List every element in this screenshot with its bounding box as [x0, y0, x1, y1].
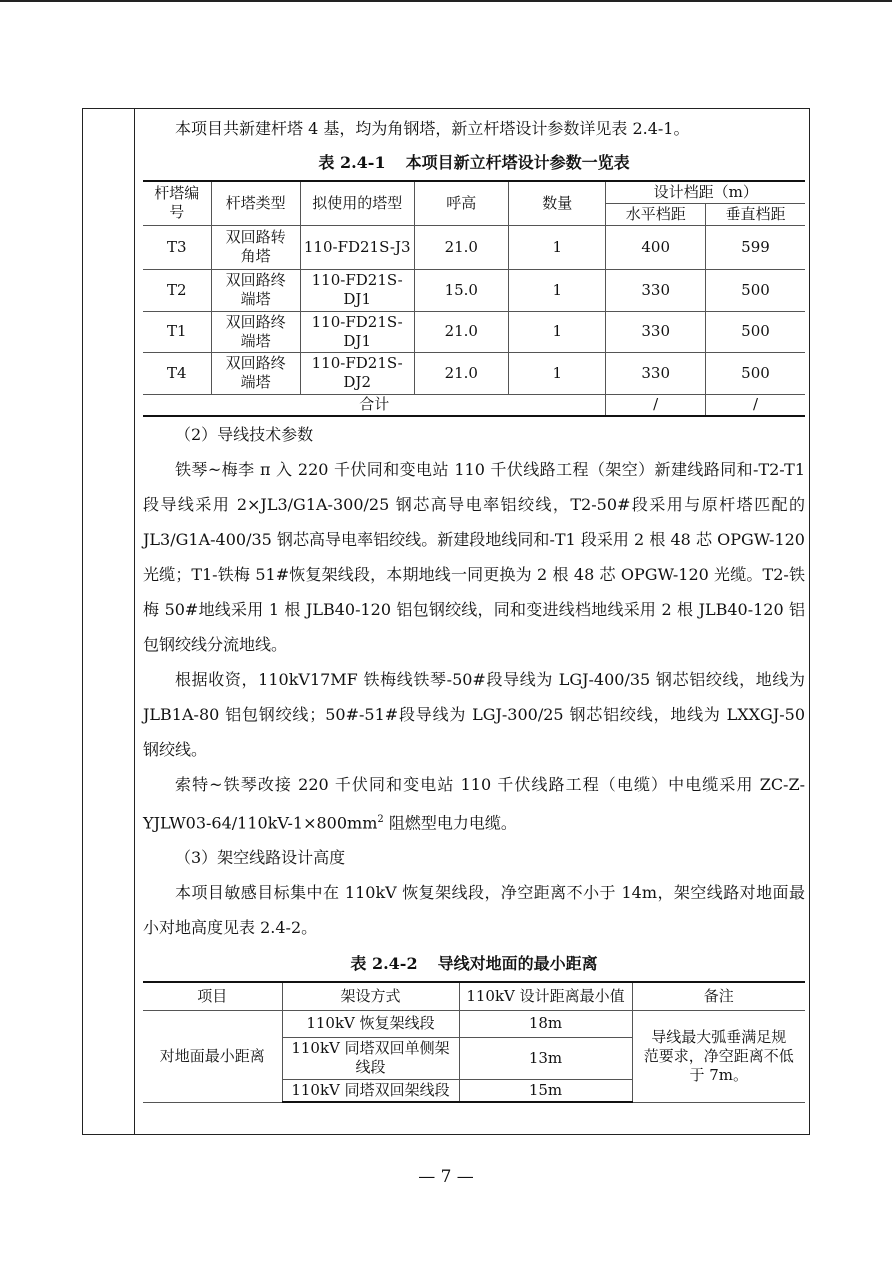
cell-height: 21.0 — [414, 311, 508, 352]
section2-paragraph-3: 索特~铁琴改接 220 千伏同和变电站 110 千伏线路工程（电缆）中电缆采用 $ZC-Z-YJLW03-64/110kV-1\times 800mm^2$ 阻燃型电力电缆。 — [143, 775, 805, 833]
cell-min-value: 18m — [459, 1010, 632, 1037]
header-vertical-span: 垂直档距 — [705, 203, 805, 225]
header-tower-id: 杆塔编 号 — [143, 181, 211, 225]
intro-paragraph: 本项目共新建杆塔 4 基，均为角钢塔，新立杆塔设计参数详见表 2.4-1。 — [175, 119, 690, 138]
tower-params-table — [143, 180, 805, 417]
header-note: 备注 — [632, 982, 805, 1010]
cell-tower-type: 双回路终 端塔 — [211, 311, 300, 352]
cell-tower-model: 110-FD21S-DJ1 — [300, 311, 414, 352]
total-horizontal-span: / — [606, 394, 706, 416]
header-tower-model: 拟使用的塔型 — [300, 181, 414, 225]
table-row — [143, 352, 805, 394]
table1-title: 本项目新立杆塔设计参数一览表 — [405, 153, 630, 172]
cell-vertical-span: 500 — [705, 269, 805, 311]
table1-caption — [143, 146, 805, 180]
header-item: 项目 — [143, 982, 282, 1010]
cell-vertical-span: 599 — [705, 225, 805, 269]
table-row — [143, 269, 805, 311]
cell-tower-model: 110-FD21S-DJ1 — [300, 269, 414, 311]
cell-height: 21.0 — [414, 352, 508, 394]
cell-tower-id: T1 — [143, 311, 211, 352]
cell-vertical-span: 500 — [705, 311, 805, 352]
header-horizontal-span: 水平档距 — [606, 203, 706, 225]
header-quantity: 数量 — [508, 181, 605, 225]
cell-tower-model: 110-FD21S-DJ2 — [300, 352, 414, 394]
header-method: 架设方式 — [282, 982, 459, 1010]
content-area — [143, 111, 805, 1103]
table2-caption — [143, 947, 805, 981]
cell-height: 15.0 — [414, 269, 508, 311]
cell-height: 21.0 — [414, 225, 508, 269]
cell-quantity: 1 — [508, 225, 605, 269]
cell-method: 110kV 恢复架线段 — [282, 1010, 459, 1037]
superscript-2: 2 — [377, 814, 384, 825]
top-rule — [0, 0, 892, 2]
header-min-value: 110kV 设计距离最小值 — [459, 982, 632, 1010]
cell-method: 110kV 同塔双回架线段 — [282, 1079, 459, 1102]
cell-note: 导线最大弧垂满足规 范要求，净空距离不低 于 7m。 — [632, 1010, 805, 1102]
page-number: — 7 — — [418, 1167, 474, 1187]
table-row — [143, 311, 805, 352]
cell-tower-id: T3 — [143, 225, 211, 269]
min-distance-table — [143, 981, 805, 1103]
header-design-span: 设计档距（m） — [606, 181, 805, 203]
section2-heading: （2）导线技术参数 — [175, 425, 314, 444]
cell-horizontal-span: 330 — [606, 352, 706, 394]
cell-tower-id: T2 — [143, 269, 211, 311]
cell-tower-type: 双回路终 端塔 — [211, 269, 300, 311]
cell-tower-id: T4 — [143, 352, 211, 394]
cell-vertical-span: 500 — [705, 352, 805, 394]
cell-tower-type: 双回路终 端塔 — [211, 352, 300, 394]
cell-method: 110kV 同塔双回单侧架 线段 — [282, 1037, 459, 1079]
table-row — [143, 225, 805, 269]
cell-horizontal-span: 330 — [606, 311, 706, 352]
header-height: 呼高 — [414, 181, 508, 225]
cell-min-value: 15m — [459, 1079, 632, 1102]
cell-tower-type: 双回路转 角塔 — [211, 225, 300, 269]
table1-number: 表 2.4-1 — [318, 153, 386, 172]
section3-paragraph: 本项目敏感目标集中在 110kV 恢复架线段，净空距离不小于 14m，架空线路对地面最小对地高度见表 2.4-2。 — [143, 883, 805, 938]
cell-quantity: 1 — [508, 352, 605, 394]
cell-min-value: 13m — [459, 1037, 632, 1079]
cell-item: 对地面最小距离 — [143, 1010, 282, 1102]
cell-quantity: 1 — [508, 269, 605, 311]
section2-paragraph-2: 根据收资，110kV17MF 铁梅线铁琴-50#段导线为 LGJ-400/35 钢芯铝绞线，地线为 JLB1A-80 铝包钢绞线；50#-51#段导线为 LGJ-300/25 钢芯铝绞线，地线为 LXXGJ-50 钢绞线。 — [143, 670, 805, 759]
frame-divider — [134, 109, 135, 1134]
table2-title: 导线对地面的最小距离 — [437, 954, 598, 974]
cell-horizontal-span: 400 — [606, 225, 706, 269]
header-tower-type: 杆塔类型 — [211, 181, 300, 225]
cell-tower-model: 110-FD21S-J3 — [300, 225, 414, 269]
cell-quantity: 1 — [508, 311, 605, 352]
table2-number: 表 2.4-2 — [350, 954, 418, 974]
table-row — [143, 1010, 805, 1037]
table1-total-row — [143, 394, 805, 416]
report-frame — [82, 108, 810, 1135]
total-label: 合计 — [143, 394, 606, 416]
total-vertical-span: / — [705, 394, 805, 416]
section2-paragraph-1: 铁琴~梅李 π 入 220 千伏同和变电站 110 千伏线路工程（架空）新建线路同和-T2-T1 段导线采用 2×JL3/G1A-300/25 钢芯高导电率铝绞线，T2-50#段采用与原杆塔匹配的 JL3/G1A-400/35 钢芯高导电率铝绞线。新建段地线同和-T1 段采用 2 根 48 芯 OPGW-120 光缆；T1-铁梅 51#恢复架线段，本期地线一同更换为 2 根 48 芯 OPGW-120 光缆。T2-铁梅 50#地线采用 1 根 JLB40-120 铝包钢绞线，同和变进线档地线采用 2 根 JLB40-120 铝包钢绞线分流地线。 — [143, 460, 805, 654]
table1-header-row — [143, 181, 805, 203]
table2-header-row — [143, 982, 805, 1010]
section3-heading: （3）架空线路设计高度 — [175, 848, 346, 868]
cell-horizontal-span: 330 — [606, 269, 706, 311]
